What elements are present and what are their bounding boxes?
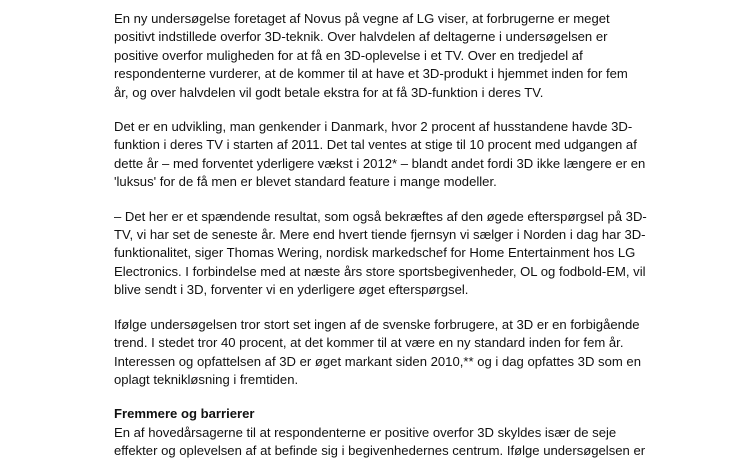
text-line: oplagt teknikløsning i fremtiden. xyxy=(114,371,299,387)
text-line: år, og over halvdelen vil godt betale ekstra for at få 3D-funktion i deres TV. xyxy=(114,84,544,100)
text-line: respondenterne vurderer, at de kommer til at have et 3D-produkt i hjemmet inden for fem xyxy=(114,66,628,82)
paragraph-denmark-development xyxy=(114,118,646,192)
text-line: positive overfor muligheden for at få en 3D-oplevelse i et TV. Over en tredjedel af xyxy=(114,47,583,63)
paragraph-swedish-consumers xyxy=(114,316,641,390)
text-line: trend. I stedet tror 40 procent, at det kommer til at være en ny standard inden for fem år. xyxy=(114,335,624,351)
text-line: Ifølge undersøgelsen tror stort set ingen af de svenske forbrugere, at 3D er en forbigående xyxy=(114,316,640,332)
document-body xyxy=(114,10,647,461)
text-line: dette år – med forventet yderligere vækst i 2012* – blandt andet fordi 3D ikke længere er en xyxy=(114,155,646,171)
section-heading: Fremmere og barrierer xyxy=(114,406,255,422)
paragraph-survey-intro xyxy=(114,10,634,102)
text-line: blive sendt i 3D, forventer vi en yderligere øget efterspørgsel. xyxy=(114,282,469,298)
text-line: Electronics. I forbindelse med at næste års store sportsbegivenheder, OL og fodbold-EM, vil xyxy=(114,263,646,279)
text-line: En ny undersøgelse foretaget af Novus på vegne af LG viser, at forbrugerne er meget xyxy=(114,11,610,26)
text-line: En af hovedårsagerne til at respondenterne er positive overfor 3D skyldes især de seje xyxy=(114,424,617,440)
text-line: positivt indstillede overfor 3D-teknik. Over halvdelen af deltagerne i undersøgelsen er xyxy=(114,29,608,45)
text-line: TV, vi har set de seneste år. Mere end hvert tiende fjernsyn vi sælger i Norden i dag har 3D- xyxy=(114,227,646,243)
section-body xyxy=(114,424,646,461)
text-line: funktionalitet, siger Thomas Wering, nordisk markedschef for Home Entertainment hos LG xyxy=(114,245,636,261)
paragraph-quote xyxy=(114,208,647,300)
text-line: Interessen og opfattelsen af 3D er øget markant siden 2010,** og i dag opfattes 3D som en xyxy=(114,353,641,369)
text-line: 'luksus' for de få men er blevet standard feature i mange modeller. xyxy=(114,174,497,190)
text-line: Det er en udvikling, man genkender i Danmark, hvor 2 procent af husstandene havde 3D- xyxy=(114,119,633,135)
text-line: funktion i deres TV i starten af 2011. Det tal ventes at stige til 10 procent med udgangen af xyxy=(114,137,637,153)
text-line: – Det her er et spændende resultat, som også bekræftes af den øgede efterspørgsel på 3D- xyxy=(114,208,647,224)
text-line: effekter og oplevelsen af at befinde sig i begivenhedernes centrum. Ifølge undersøgelsen er xyxy=(114,443,646,459)
